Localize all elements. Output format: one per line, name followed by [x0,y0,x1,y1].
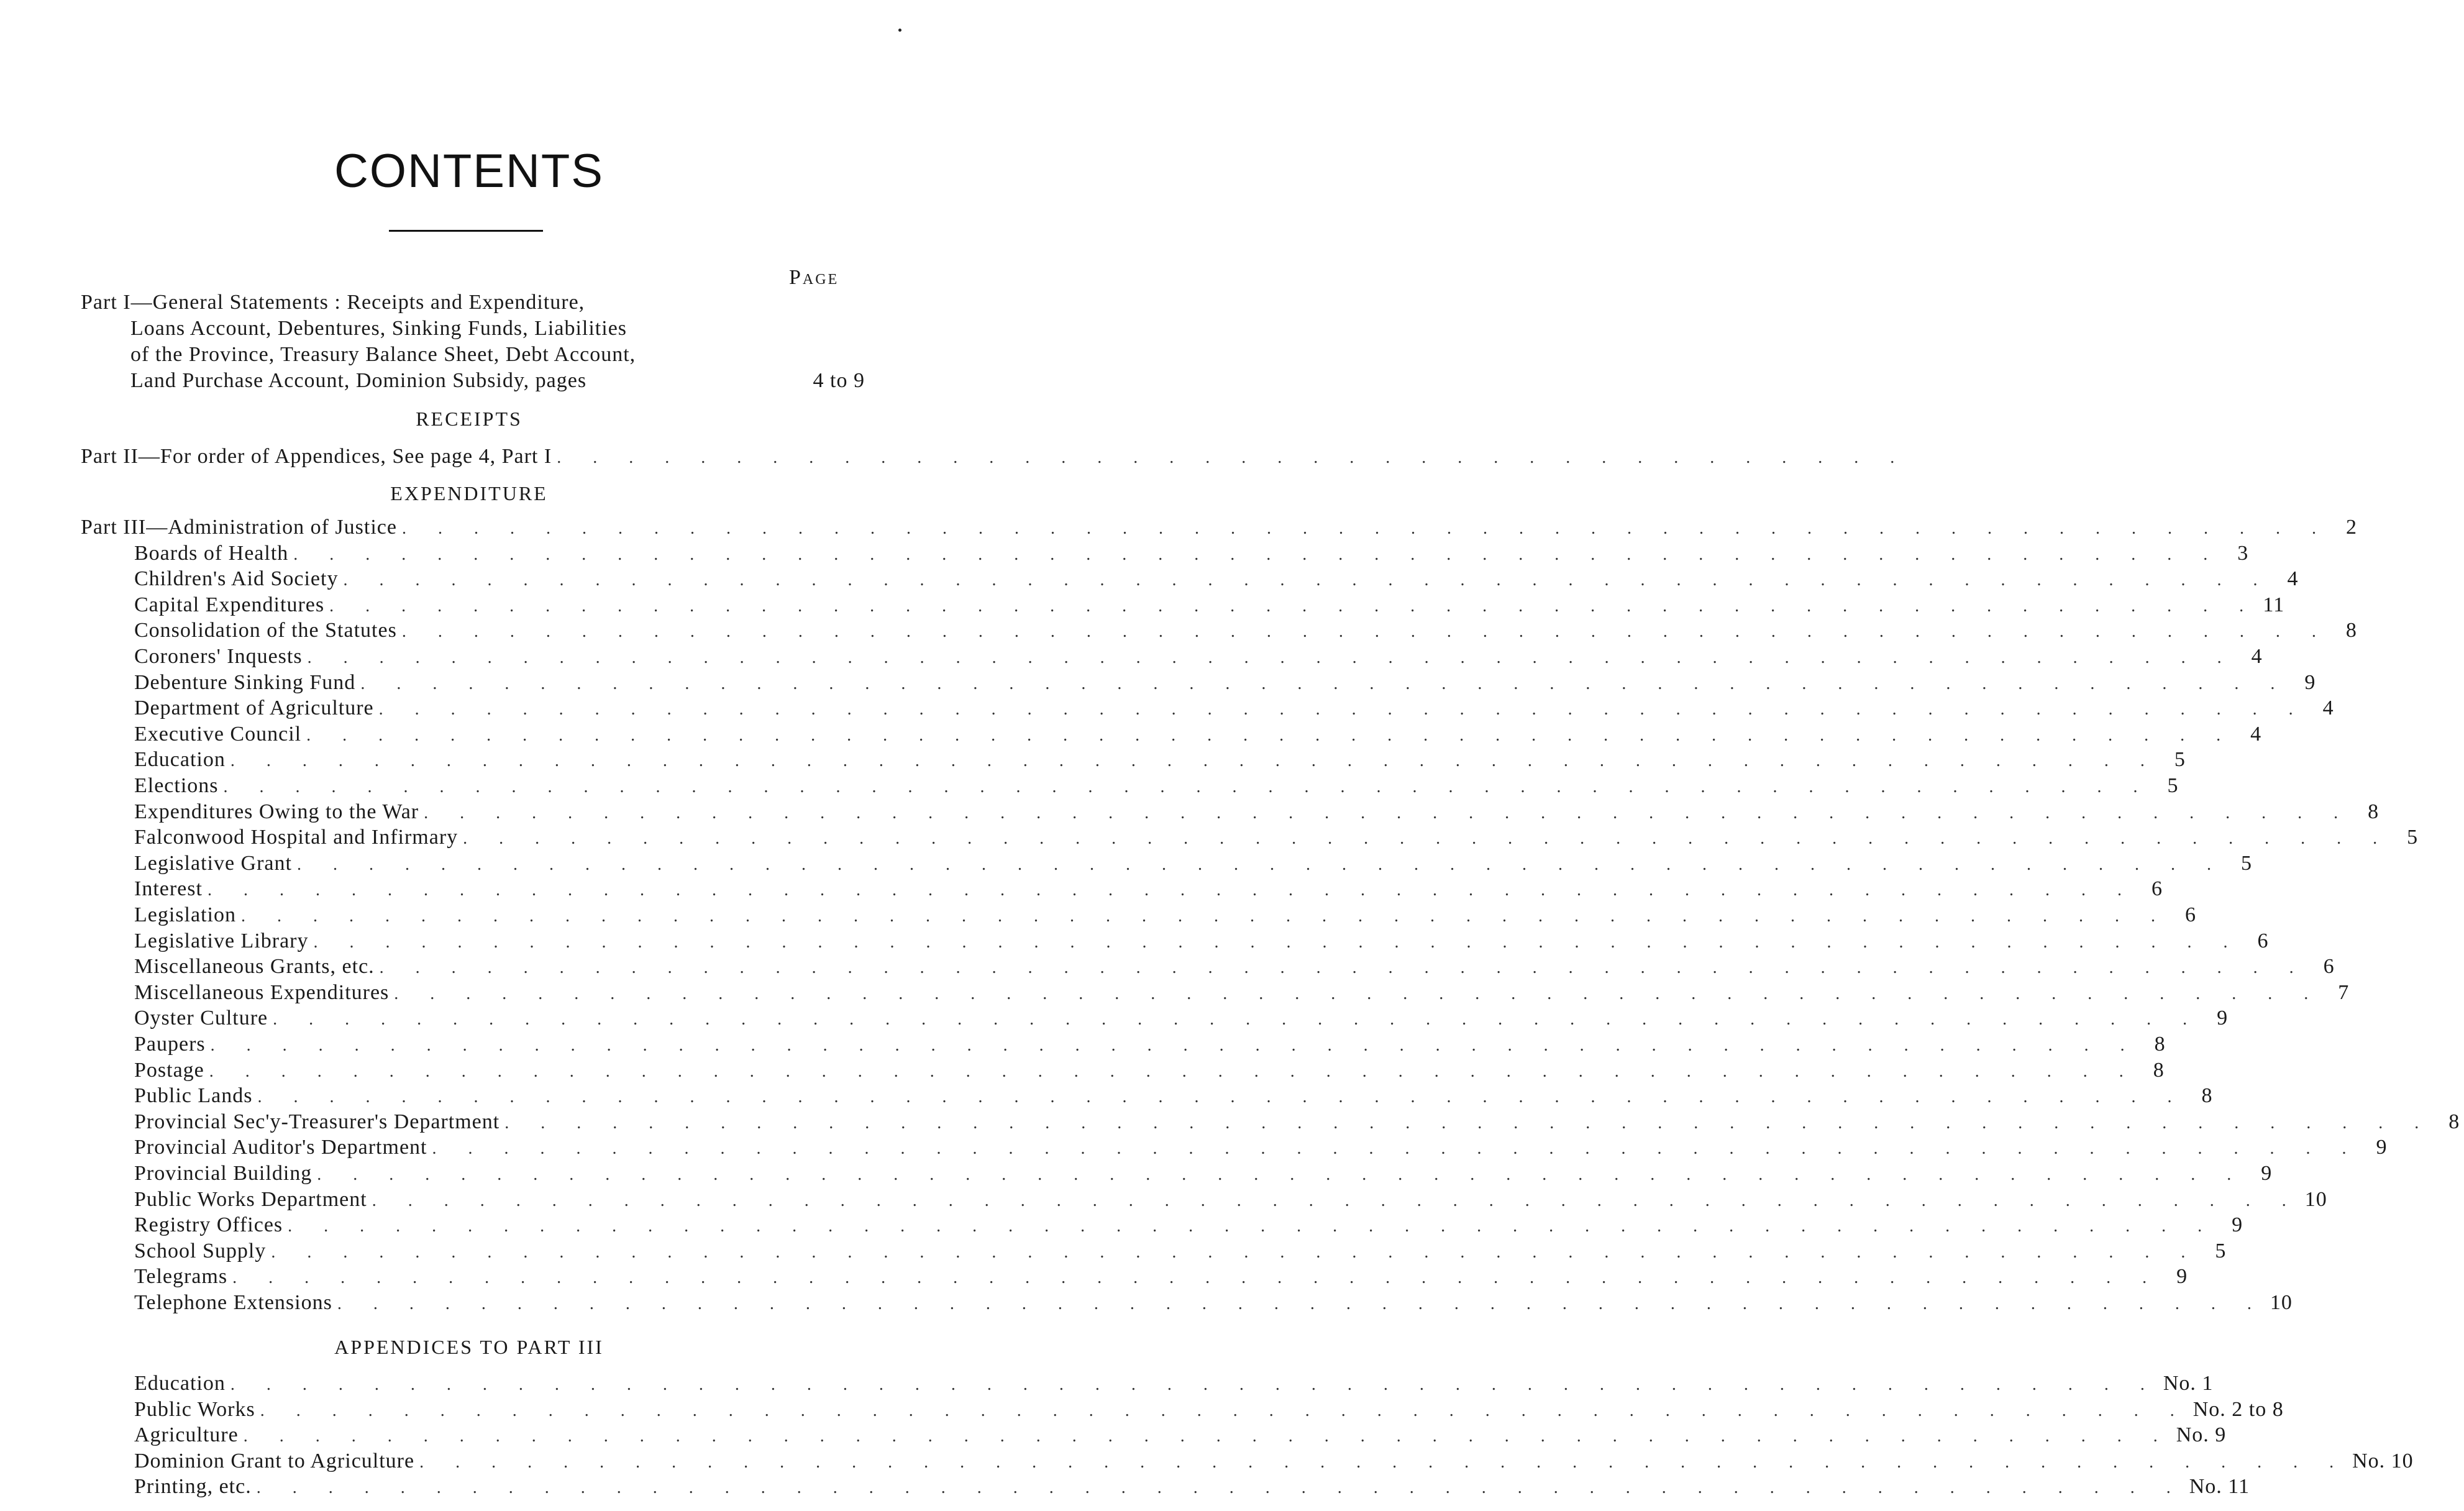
leader-dots: . . . . . . . . . . . . . . . . . . . . . . . . . . . . . . . . . . . . . . . . . . . . . . . . . . . . . . [419,1452,2348,1472]
part1-entry [81,290,865,394]
toc-entry [134,955,2335,981]
toc-entry-page: 6 [2184,903,2196,926]
leader-dots: . . . . . . . . . . . . . . . . . . . . . . . . . . . . . . . . . . . . . . . . . . . . . . . . . . . . . . [401,519,2330,538]
toc-entry-page: 5 [2240,851,2252,875]
toc-entry [134,877,2163,903]
leader-dots: . . . . . . . . . . . . . . . . . . . . . . . . . . . . . . . . . . . . . . . . . . . . . . . . . . . . . . [271,1242,2199,1262]
appendix-label: Dominion Grant to Agriculture [134,1449,415,1472]
toc-entry [134,800,2380,826]
toc-entry-page: 11 [2263,593,2285,616]
leader-dots: . . . . . . . . . . . . . . . . . . . . . . . . . . . . . . . . . . . . . . . . . . . . . . . . . . . . . . [243,1427,2171,1446]
toc-entry [134,619,2357,645]
toc-entry-label: Education [134,748,226,772]
toc-entry-label: Telephone Extensions [134,1291,332,1314]
leader-dots: . . . . . . . . . . . . . . . . . . . . . . . . . . . . . . . . . . . . . . . . . . . . . . . . . . . . . . [307,648,2235,667]
toc-entry-page: 9 [2176,1265,2188,1289]
toc-entry-page: 8 [2201,1084,2213,1108]
toc-entry [134,1110,2460,1136]
leader-dots: . . . . . . . . . . . . . . . . . . . . . . . . . . . . . . . . . . . . . . . . . . . . . . . . . . . . . . [360,673,2289,693]
toc-entry-label: Legislative Grant [134,851,292,875]
toc-entry-label: Elections [134,774,219,797]
toc-entry-page: 4 [2287,567,2299,591]
toc-entry-page: 9 [2232,1213,2243,1237]
appendix-label: Printing, etc. [134,1475,252,1499]
toc-entry-page: 5 [2215,1239,2227,1262]
appendix-ref: No. 9 [2176,1423,2227,1447]
toc-entry-label: Coroners' Inquests [134,645,303,668]
leader-dots: . . . . . . . . . . . . . . . . . . . . . . . . . . . . . . . . . . . . . . . . . . . . . . . . . . . . . . [401,622,2330,642]
part2-label: Part II—For order of Appendices, See page 4, Part I [81,445,552,468]
toc-entry [134,1291,2293,1317]
page-column-header: Page [789,266,839,289]
toc-entry-page: 5 [2174,748,2186,772]
toc-entry-label: Telegrams [134,1265,228,1289]
toc-entry [134,1187,2327,1214]
appendix-entry [134,1475,2250,1501]
toc-entry-page: 8 [2448,1110,2460,1133]
toc-entry-label: Oyster Culture [134,1007,268,1030]
leader-dots: . . . . . . . . . . . . . . . . . . . . . . . . . . . . . . . . . . . . . . . . . . . . . . . . . . . . . . [463,829,2391,849]
leader-dots: . . . . . . . . . . . . . . . . . . . . . . . . . . . . . . . . . . . . . . . . . . . . . . . . . . . . . . [209,1061,2137,1081]
toc-entry-label: Capital Expenditures [134,593,325,616]
appendix-entry [134,1372,2214,1398]
appendix-ref: No. 10 [2352,1449,2414,1472]
scan-speck [898,29,901,32]
toc-entry-page: 6 [2151,877,2163,901]
leader-dots: . . . . . . . . . . . . . . . . . . . . . . . . . . . . . . . . . . . . . . . . . . . . . . . . . . . . . . [317,1165,2245,1184]
appendix-entry [134,1423,2227,1449]
leader-dots: . . . . . . . . . . . . . . . . . . . . . . . . . . . . . . . . . . . . . . . . . . . . . . . . . . . . . . [379,958,2307,978]
leader-dots: . . . . . . . . . . . . . . . . . . . . . . . . . . . . . . . . . . . . . . . . . . . . . . . . . . . . . . [230,751,2158,771]
toc-entry [134,903,2196,929]
toc-entry-page: 6 [2257,929,2269,952]
appendix-label: Education [134,1372,226,1395]
leader-dots: . . . . . . . . . . . . . . . . . . . . . . . . . . . . . . . . . . . . . . . . . . . . . . . . . . . . . . [210,1036,2138,1055]
title-underline [389,230,543,232]
toc-entry-page: 9 [2261,1162,2273,1185]
leader-dots: . . . . . . . . . . . . . . . . . . . . . . . . . . . . . . . . . . . . . . . . . . . . . . . . . . . . . . [329,596,2258,616]
toc-entry-page: 4 [2250,722,2262,746]
toc-entry-page: 8 [2345,619,2357,642]
part1-line: Loans Account, Debentures, Sinking Funds, Liabilities [130,317,627,340]
toc-entry [134,929,2269,956]
toc-entry-page: 10 [2270,1291,2293,1314]
leader-dots: . . . . . . . . . . . . . . . . . . . . . . . . . . . . . . . . . . . . . . [557,448,1909,467]
toc-entry-page: 10 [2304,1187,2327,1211]
expenditure-heading: EXPENDITURE [390,482,548,504]
leader-dots: . . . . . . . . . . . . . . . . . . . . . . . . . . . . . . . . . . . . . . . . . . . . . . . . . . . . . . [273,1010,2201,1029]
toc-entry [134,1162,2273,1188]
toc-entry [134,1265,2188,1291]
leader-dots: . . . . . . . . . . . . . . . . . . . . . . . . . . . . . . . . . . . . . . . . . . . . . . . . . . . . . . [223,777,2151,797]
toc-entry-label: Expenditures Owing to the War [134,800,419,823]
part1-line: Part I—General Statements : Receipts and Expenditure, [81,291,585,314]
leader-dots: . . . . . . . . . . . . . . . . . . . . . . . . . . . . . . . . . . . . . . . . . . . . . . . . . . . . . . [432,1139,2360,1159]
leader-dots: . . . . . . . . . . . . . . . . . . . . . . . . . . . . . . . . . . . . . . . . . . . . . . . . . . . . . . [424,803,2352,823]
toc-entry [134,980,2350,1007]
toc-entry-label: Consolidation of the Statutes [134,619,397,642]
toc-entry-page: 8 [2368,800,2380,823]
toc-entry [134,1033,2166,1059]
leader-dots: . . . . . . . . . . . . . . . . . . . . . . . . . . . . . . . . . . . . . . . . . . . . . . . . . . . . . . [230,1375,2158,1394]
part1-line-last [81,368,865,394]
toc-entry-page: 3 [2237,541,2249,565]
part1-line: Land Purchase Account, Dominion Subsidy, pages [130,369,587,392]
appendix-label: Public Works [134,1397,255,1421]
leader-dots: . . . . . . . . . . . . . . . . . . . . . . . . . . . . . . . . . . . . . . . . . . . . . . . . . . . . . . [372,1190,2300,1210]
toc-entry-label: Part III—Administration of Justice [81,516,397,539]
toc-entry-page: 5 [2407,826,2419,849]
toc-entry-label: Children's Aid Society [134,567,339,591]
leader-dots: . . . . . . . . . . . . . . . . . . . . . . . . . . . . . . . . . . . . . . . . . . . . . . . . . . . . . . [394,984,2322,1003]
toc-entry-label: Postage [134,1058,204,1082]
toc-entry [134,696,2334,723]
toc-entry-page: 6 [2323,955,2335,979]
leader-dots: . . . . . . . . . . . . . . . . . . . . . . . . . . . . . . . . . . . . . . . . . . . . . . . . . . . . . . [378,700,2307,719]
toc-entry-page: 8 [2154,1033,2166,1056]
leader-dots: . . . . . . . . . . . . . . . . . . . . . . . . . . . . . . . . . . . . . . . . . . . . . . . . . . . . . . [504,1113,2433,1133]
leader-dots: . . . . . . . . . . . . . . . . . . . . . . . . . . . . . . . . . . . . . . . . . . . . . . . . . . . . . . [260,1400,2188,1420]
toc-entry-label: Miscellaneous Expenditures [134,980,390,1004]
toc-entry-label: Executive Council [134,722,302,746]
toc-entry-label: Public Lands [134,1084,253,1108]
toc-entry-label: Boards of Health [134,541,289,565]
toc-entry-label: Interest [134,877,203,901]
toc-entry-label: Miscellaneous Grants, etc. [134,955,375,979]
toc-entry-page: 5 [2167,774,2179,797]
toc-entry-label: Provincial Sec'y-Treasurer's Department [134,1110,500,1133]
page-title: CONTENTS [334,145,604,198]
leader-dots: . . . . . . . . . . . . . . . . . . . . . . . . . . . . . . . . . . . . . . . . . . . . . . . . . . . . . . [293,544,2222,564]
part2-entry [81,445,1909,471]
appendix-entry [134,1449,2414,1476]
appendix-ref: No. 2 to 8 [2193,1397,2284,1421]
toc-entry-label: Public Works Department [134,1187,367,1211]
leader-dots: . . . . . . . . . . . . . . . . . . . . . . . . . . . . . . . . . . . . . . . . . . . . . . . . . . . . . . [257,1087,2186,1107]
toc-entry-label: Debenture Sinking Fund [134,670,356,694]
toc-entry [134,722,2262,749]
toc-entry [134,774,2179,800]
toc-entry-page: 2 [2345,516,2357,539]
leader-dots: . . . . . . . . . . . . . . . . . . . . . . . . . . . . . . . . . . . . . . . . . . . . . . . . . . . . . . [240,906,2169,926]
appendix-ref: No. 11 [2189,1475,2250,1499]
toc-entry [134,670,2316,697]
toc-entry-page: 7 [2338,980,2350,1004]
toc-entry [134,851,2252,878]
toc-entry [134,1058,2165,1085]
leader-dots: . . . . . . . . . . . . . . . . . . . . . . . . . . . . . . . . . . . . . . . . . . . . . . . . . . . . . . [232,1268,2161,1288]
leader-dots: . . . . . . . . . . . . . . . . . . . . . . . . . . . . . . . . . . . . . . . . . . . . . . . . . . . . . . [296,854,2225,874]
toc-entry [134,1239,2227,1266]
leader-dots: . . . . . . . . . . . . . . . . . . . . . . . . . . . . . . . . . . . . . . . . . . . . . . . . . . . . . . [207,880,2135,900]
toc-entry-label: Provincial Auditor's Department [134,1136,427,1159]
leader-dots: . . . . . . . . . . . . . . . . . . . . . . . . . . . . . . . . . . . . . . . . . . . . . . . . . . . . . . [306,725,2235,745]
toc-entry [134,1007,2229,1033]
toc-entry-label: Provincial Building [134,1162,313,1185]
receipts-heading: RECEIPTS [416,408,522,430]
toc-entry-page: 4 [2322,696,2334,720]
toc-entry-label: Legislation [134,903,236,926]
toc-entry [134,748,2186,774]
toc-entry-label: Falconwood Hospital and Infirmary [134,826,459,849]
toc-entry [134,826,2419,852]
toc-entry-label: Legislative Library [134,929,309,952]
leader-dots: . . . . . . . . . . . . . . . . . . . . . . . . . . . . . . . . . . . . . . . . . . . . . . . . . . . . . . [343,570,2271,590]
toc-entry-page: 9 [2304,670,2316,694]
toc-entry [81,516,2357,542]
toc-entry [134,567,2299,593]
toc-entry-page: 9 [2376,1136,2388,1159]
toc-entry [134,593,2285,619]
appendices-heading: APPENDICES TO PART III [334,1336,604,1358]
toc-entry [134,541,2249,568]
leader-dots: . . . . . . . . . . . . . . . . . . . . . . . . . . . . . . . . . . . . . . . . . . . . . . . . . . . . . . [337,1294,2265,1313]
leader-dots: . . . . . . . . . . . . . . . . . . . . . . . . . . . . . . . . . . . . . . . . . . . . . . . . . . . . . . [313,932,2242,952]
toc-entry [134,645,2263,671]
toc-entry-label: Paupers [134,1033,206,1056]
toc-entry-label: Department of Agriculture [134,696,374,720]
part1-line: of the Province, Treasury Balance Sheet, Debt Account, [130,343,636,366]
leader-dots: . . . . . . . . . . . . . . . . . . . . . . . . . . . . . . . . . . . . . . . . . . . . . . . . . . . . . . [256,1478,2184,1498]
toc-entry-page: 8 [2153,1058,2165,1082]
toc-entry [134,1084,2213,1110]
toc-entry [134,1213,2243,1239]
leader-dots: . . . . . . . . . . . . . . . . . . . . . . . . . . . . . . . . . . . . . . . . . . . . . . . . . . . . . . [288,1217,2216,1236]
appendix-ref: No. 1 [2163,1372,2214,1395]
toc-entry-page: 4 [2251,645,2263,668]
appendix-label: Agriculture [134,1423,239,1447]
toc-entry [134,1136,2388,1162]
part1-pages: 4 to 9 [813,369,865,392]
toc-entry-page: 9 [2217,1007,2229,1030]
toc-entry-label: Registry Offices [134,1213,283,1237]
appendix-entry [134,1397,2284,1424]
toc-entry-label: School Supply [134,1239,267,1262]
